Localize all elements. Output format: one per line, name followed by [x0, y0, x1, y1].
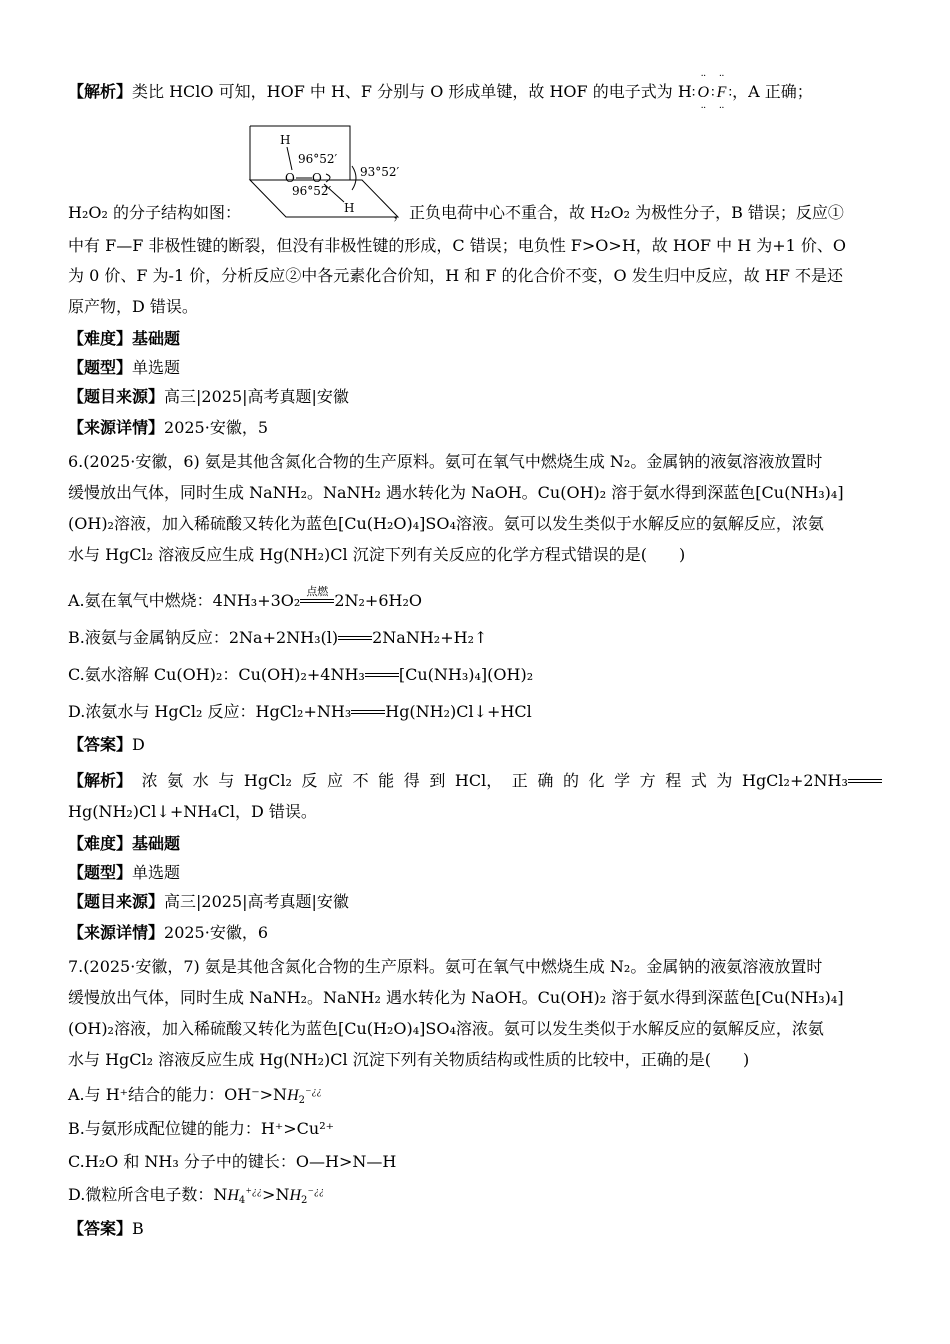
- q7-option-a[interactable]: A.与 H⁺结合的能力：$OH^->NH_2^{-¿¿}$: [68, 1085, 322, 1106]
- q6-analysis-line-2: Hg(NH₂)Cl↓+NH₄Cl，D 错误。: [68, 802, 317, 821]
- difficulty-row-2: 【难度】基础题: [68, 834, 181, 853]
- q6-analysis-line-1: 【解析】 浓 氨 水 与 HgCl₂ 反 应 不 能 得 到 HCl， 正 确 的 化 学 方 程 式 为 HgCl₂+2NH₃: [68, 770, 882, 792]
- q7-answer: B: [132, 1219, 144, 1238]
- q6-stem-line-1: 6.(2025·安徽，6) 氨是其他含氮化合物的生产原料。氨可在氧气中燃烧生成 N₂。金属钠的液氨溶液放置时: [68, 452, 823, 471]
- diagram-h-bottom: H: [344, 201, 355, 215]
- q6-option-a[interactable]: A.氨在氧气中燃烧：4NH₃+3O₂ 点燃 2N₂+6H₂O: [68, 590, 422, 612]
- analysis-line-3: 中有 F—F 非极性键的断裂，但没有非极性键的形成，C 错误；电负性 F>O>H，故 HOF 中 H 为+1 价、O: [68, 236, 847, 255]
- analysis-label: 【解析】: [68, 82, 133, 101]
- q7-stem-line-4: 水与 HgCl₂ 溶液反应生成 Hg(NH₂)Cl 沉淀下列有关物质结构或性质的比较中，正确的是( ): [68, 1050, 750, 1069]
- diagram-angle-1: 96°52′: [298, 152, 338, 166]
- type-row-2: 【题型】单选题: [68, 863, 181, 882]
- q6-option-d[interactable]: D.浓氨水与 HgCl₂ 反应：HgCl₂+NH₃ Hg(NH₂)Cl↓+HCl: [68, 702, 532, 721]
- diagram-o-left: O: [285, 171, 295, 185]
- reaction-condition: 点燃: [306, 584, 329, 598]
- diagram-angle-3: 93°52′: [360, 165, 400, 179]
- source-row-1: 【题目来源】高三|2025|高考真题|安徽: [68, 387, 349, 406]
- q6-option-c[interactable]: C.氨水溶解 Cu(OH)₂：Cu(OH)₂+4NH₃ [Cu(NH₃)₄](OH)₂: [68, 665, 534, 684]
- q7-stem-line-2: 缓慢放出气体，同时生成 NaNH₂。NaNH₂ 遇水转化为 NaOH。Cu(OH)₂ 溶于氨水得到深蓝色[Cu(NH₃)₄]: [68, 988, 844, 1007]
- type-row-1: 【题型】单选题: [68, 358, 181, 377]
- q7-stem-line-1: 7.(2025·安徽，7) 氨是其他含氮化合物的生产原料。氨可在氧气中燃烧生成 N₂。金属钠的液氨溶液放置时: [68, 957, 823, 976]
- q6-answer-row: 【答案】D: [68, 735, 145, 754]
- analysis-line-1: 【解析】类比 HClO 可知，HOF 中 H、F 分别与 O 形成单键，故 HOF 的电子式为 H∶ ·· O ·· ∶ ·· F ·· ∶，A 正确；: [68, 71, 813, 114]
- source-row-2: 【题目来源】高三|2025|高考真题|安徽: [68, 892, 349, 911]
- difficulty-row-1: 【难度】基础题: [68, 329, 181, 348]
- analysis-line-4: 为 0 价、F 为-1 价，分析反应②中各元素化合价知，H 和 F 的化合价不变，O 发生归中反应，故 HF 不是还: [68, 266, 843, 285]
- source-detail-row-1: 【来源详情】2025·安徽，5: [68, 418, 269, 437]
- analysis-line-2: H₂O₂ 的分子结构如图： ，正负电荷中心不重合，故 H₂O₂ 为极性分子，B 错误；反应①: [68, 203, 844, 222]
- diagram-o-right: O: [312, 171, 322, 185]
- q6-stem-line-4: 水与 HgCl₂ 溶液反应生成 Hg(NH₂)Cl 沉淀下列有关反应的化学方程式错误的是( ): [68, 545, 686, 564]
- q7-option-c[interactable]: C.H₂O 和 NH₃ 分子中的键长：O—H>N—H: [68, 1152, 397, 1171]
- q7-answer-row: 【答案】B: [68, 1219, 144, 1238]
- q7-option-b[interactable]: B.与氨形成配位键的能力：H⁺>Cu²⁺: [68, 1119, 335, 1138]
- q6-answer: D: [132, 735, 145, 754]
- q7-option-d[interactable]: D.微粒所含电子数：$NH_4^{+¿¿}>NH_2^{-¿¿}$: [68, 1185, 325, 1206]
- diagram-angle-2: 96°52′: [292, 184, 332, 198]
- q6-stem-line-2: 缓慢放出气体，同时生成 NaNH₂。NaNH₂ 遇水转化为 NaOH。Cu(OH)₂ 溶于氨水得到深蓝色[Cu(NH₃)₄]: [68, 483, 844, 502]
- source-detail-row-2: 【来源详情】2025·安徽，6: [68, 923, 269, 942]
- q6-option-b[interactable]: B.液氨与金属钠反应：2Na+2NH₃(l) 2NaNH₂+H₂↑: [68, 628, 488, 647]
- diagram-h-top: H: [280, 133, 291, 147]
- q6-stem-line-3: (OH)₂溶液，加入稀硫酸又转化为蓝色[Cu(H₂O)₄]SO₄溶液。氨可以发生类似于水解反应的氨解反应，浓氨: [68, 514, 824, 533]
- analysis-line-5: 原产物，D 错误。: [68, 297, 198, 316]
- q7-stem-line-3: (OH)₂溶液，加入稀硫酸又转化为蓝色[Cu(H₂O)₄]SO₄溶液。氨可以发生类似于水解反应的氨解反应，浓氨: [68, 1019, 824, 1038]
